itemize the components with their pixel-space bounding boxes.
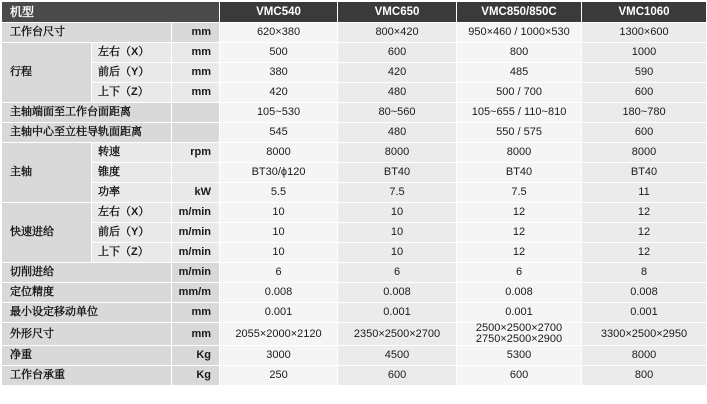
table-cell: 620×380 bbox=[220, 23, 338, 43]
table-cell: 2350×2500×2700 bbox=[338, 323, 457, 346]
table-cell: 3000 bbox=[220, 346, 338, 366]
table-cell: 11 bbox=[582, 183, 707, 203]
header-title: 机型 bbox=[2, 2, 220, 23]
group-label: 快速进给 bbox=[2, 203, 92, 263]
table-cell: 10 bbox=[220, 203, 338, 223]
table-row bbox=[2, 23, 707, 43]
row-unit: mm bbox=[172, 63, 220, 83]
table-cell: 0.008 bbox=[220, 283, 338, 303]
table-cell: 12 bbox=[457, 223, 582, 243]
sub-label: 功率 bbox=[92, 183, 172, 203]
cell-line: 2500×2500×2700 bbox=[475, 322, 563, 334]
table-cell: 8 bbox=[582, 263, 707, 283]
row-unit: mm bbox=[172, 43, 220, 63]
sub-label: 转速 bbox=[92, 143, 172, 163]
table-row bbox=[2, 143, 707, 163]
table-cell: 2055×2000×2120 bbox=[220, 323, 338, 346]
table-cell: 590 bbox=[582, 63, 707, 83]
table-row bbox=[2, 203, 707, 223]
row-unit: m/min bbox=[172, 223, 220, 243]
table-cell: 10 bbox=[220, 223, 338, 243]
row-unit: rpm bbox=[172, 143, 220, 163]
model-header: VMC650 bbox=[338, 2, 457, 23]
table-row bbox=[2, 103, 707, 123]
table-cell: 485 bbox=[457, 63, 582, 83]
table-cell: 550 / 575 bbox=[457, 123, 582, 143]
table-cell: 6 bbox=[220, 263, 338, 283]
table-cell: 12 bbox=[457, 243, 582, 263]
row-unit bbox=[172, 123, 220, 143]
table-cell: 12 bbox=[582, 243, 707, 263]
table-cell: BT30/ϕ120 bbox=[220, 163, 338, 183]
row-unit: mm bbox=[172, 303, 220, 323]
row-unit: m/min bbox=[172, 203, 220, 223]
table-cell: 8000 bbox=[582, 346, 707, 366]
table-cell: 600 bbox=[582, 83, 707, 103]
group-label: 行程 bbox=[2, 43, 92, 103]
model-header: VMC850/850C bbox=[457, 2, 582, 23]
table-cell: 1000 bbox=[582, 43, 707, 63]
cell-line: 2750×2500×2900 bbox=[475, 333, 563, 345]
table-cell: 420 bbox=[338, 63, 457, 83]
row-unit: mm bbox=[172, 323, 220, 346]
table-cell: 180~780 bbox=[582, 103, 707, 123]
table-cell: BT40 bbox=[457, 163, 582, 183]
table-cell: 600 bbox=[338, 366, 457, 386]
table-cell: 7.5 bbox=[338, 183, 457, 203]
sub-label: 锥度 bbox=[92, 163, 172, 183]
row-unit: m/min bbox=[172, 243, 220, 263]
table-cell: 0.001 bbox=[220, 303, 338, 323]
table-cell: 80~560 bbox=[338, 103, 457, 123]
table-cell: 800×420 bbox=[338, 23, 457, 43]
table-cell: BT40 bbox=[338, 163, 457, 183]
table-cell: 8000 bbox=[457, 143, 582, 163]
row-label: 定位精度 bbox=[2, 283, 172, 303]
table-cell: 10 bbox=[338, 243, 457, 263]
table-cell: 10 bbox=[338, 203, 457, 223]
table-cell: 480 bbox=[338, 83, 457, 103]
table-cell: 105~655 / 110~810 bbox=[457, 103, 582, 123]
row-label: 主轴端面至工作台面距离 bbox=[2, 103, 172, 123]
table-cell: 0.008 bbox=[582, 283, 707, 303]
row-unit: mm bbox=[172, 23, 220, 43]
group-label: 主轴 bbox=[2, 143, 92, 203]
table-cell: 600 bbox=[338, 43, 457, 63]
table-cell: 600 bbox=[582, 123, 707, 143]
row-unit bbox=[172, 103, 220, 123]
spec-table bbox=[1, 1, 707, 386]
table-cell: 6 bbox=[457, 263, 582, 283]
model-header: VMC1060 bbox=[582, 2, 707, 23]
table-cell: 0.008 bbox=[457, 283, 582, 303]
row-label: 净重 bbox=[2, 346, 172, 366]
table-cell: 12 bbox=[582, 223, 707, 243]
table-cell: 0.001 bbox=[338, 303, 457, 323]
table-cell: BT40 bbox=[582, 163, 707, 183]
row-unit: Kg bbox=[172, 346, 220, 366]
table-row bbox=[2, 63, 707, 83]
row-label: 切削进给 bbox=[2, 263, 172, 283]
table-cell: 10 bbox=[338, 223, 457, 243]
table-cell: 420 bbox=[220, 83, 338, 103]
header-row bbox=[2, 2, 707, 23]
row-label: 工作台尺寸 bbox=[2, 23, 172, 43]
table-row bbox=[2, 263, 707, 283]
table-cell: 12 bbox=[457, 203, 582, 223]
table-cell: 600 bbox=[457, 366, 582, 386]
table-cell: 12 bbox=[582, 203, 707, 223]
table-cell: 8000 bbox=[338, 143, 457, 163]
table-row bbox=[2, 303, 707, 323]
table-row bbox=[2, 366, 707, 386]
row-unit: mm bbox=[172, 83, 220, 103]
row-unit: kW bbox=[172, 183, 220, 203]
table-cell: 800 bbox=[457, 43, 582, 63]
table-cell: 0.001 bbox=[582, 303, 707, 323]
table-cell: 8000 bbox=[220, 143, 338, 163]
row-unit: mm/m bbox=[172, 283, 220, 303]
table-cell: 0.001 bbox=[457, 303, 582, 323]
table-cell: 6 bbox=[338, 263, 457, 283]
table-cell: 800 bbox=[582, 366, 707, 386]
table-row bbox=[2, 243, 707, 263]
row-unit: Kg bbox=[172, 366, 220, 386]
table-row bbox=[2, 346, 707, 366]
row-label: 工作台承重 bbox=[2, 366, 172, 386]
row-label: 外形尺寸 bbox=[2, 323, 172, 346]
table-cell: 3300×2500×2950 bbox=[582, 323, 707, 346]
table-row bbox=[2, 123, 707, 143]
table-cell: 480 bbox=[338, 123, 457, 143]
table-row bbox=[2, 83, 707, 103]
table-cell: 7.5 bbox=[457, 183, 582, 203]
table-row bbox=[2, 283, 707, 303]
table-cell: 250 bbox=[220, 366, 338, 386]
sub-label: 上下（Z） bbox=[92, 243, 172, 263]
table-cell: 0.008 bbox=[338, 283, 457, 303]
table-cell: 4500 bbox=[338, 346, 457, 366]
sub-label: 上下（Z） bbox=[92, 83, 172, 103]
sub-label: 前后（Y） bbox=[92, 223, 172, 243]
table-cell: 545 bbox=[220, 123, 338, 143]
table-row bbox=[2, 163, 707, 183]
table-cell: 8000 bbox=[582, 143, 707, 163]
table-cell: 5300 bbox=[457, 346, 582, 366]
table-cell: 5.5 bbox=[220, 183, 338, 203]
table-row bbox=[2, 223, 707, 243]
model-header: VMC540 bbox=[220, 2, 338, 23]
sub-label: 左右（X） bbox=[92, 203, 172, 223]
table-row bbox=[2, 183, 707, 203]
table-row bbox=[2, 323, 707, 346]
table-cell: 105~530 bbox=[220, 103, 338, 123]
row-label: 最小设定移动单位 bbox=[2, 303, 172, 323]
table-row bbox=[2, 43, 707, 63]
table-cell: 10 bbox=[220, 243, 338, 263]
table-cell: 380 bbox=[220, 63, 338, 83]
table-cell: 1300×600 bbox=[582, 23, 707, 43]
table-cell: 950×460 / 1000×530 bbox=[457, 23, 582, 43]
table-cell: 500 / 700 bbox=[457, 83, 582, 103]
row-unit bbox=[172, 163, 220, 183]
table-cell-multiline bbox=[457, 323, 582, 346]
sub-label: 左右（X） bbox=[92, 43, 172, 63]
row-unit: m/min bbox=[172, 263, 220, 283]
sub-label: 前后（Y） bbox=[92, 63, 172, 83]
table-cell: 500 bbox=[220, 43, 338, 63]
row-label: 主轴中心至立柱导轨面距离 bbox=[2, 123, 172, 143]
